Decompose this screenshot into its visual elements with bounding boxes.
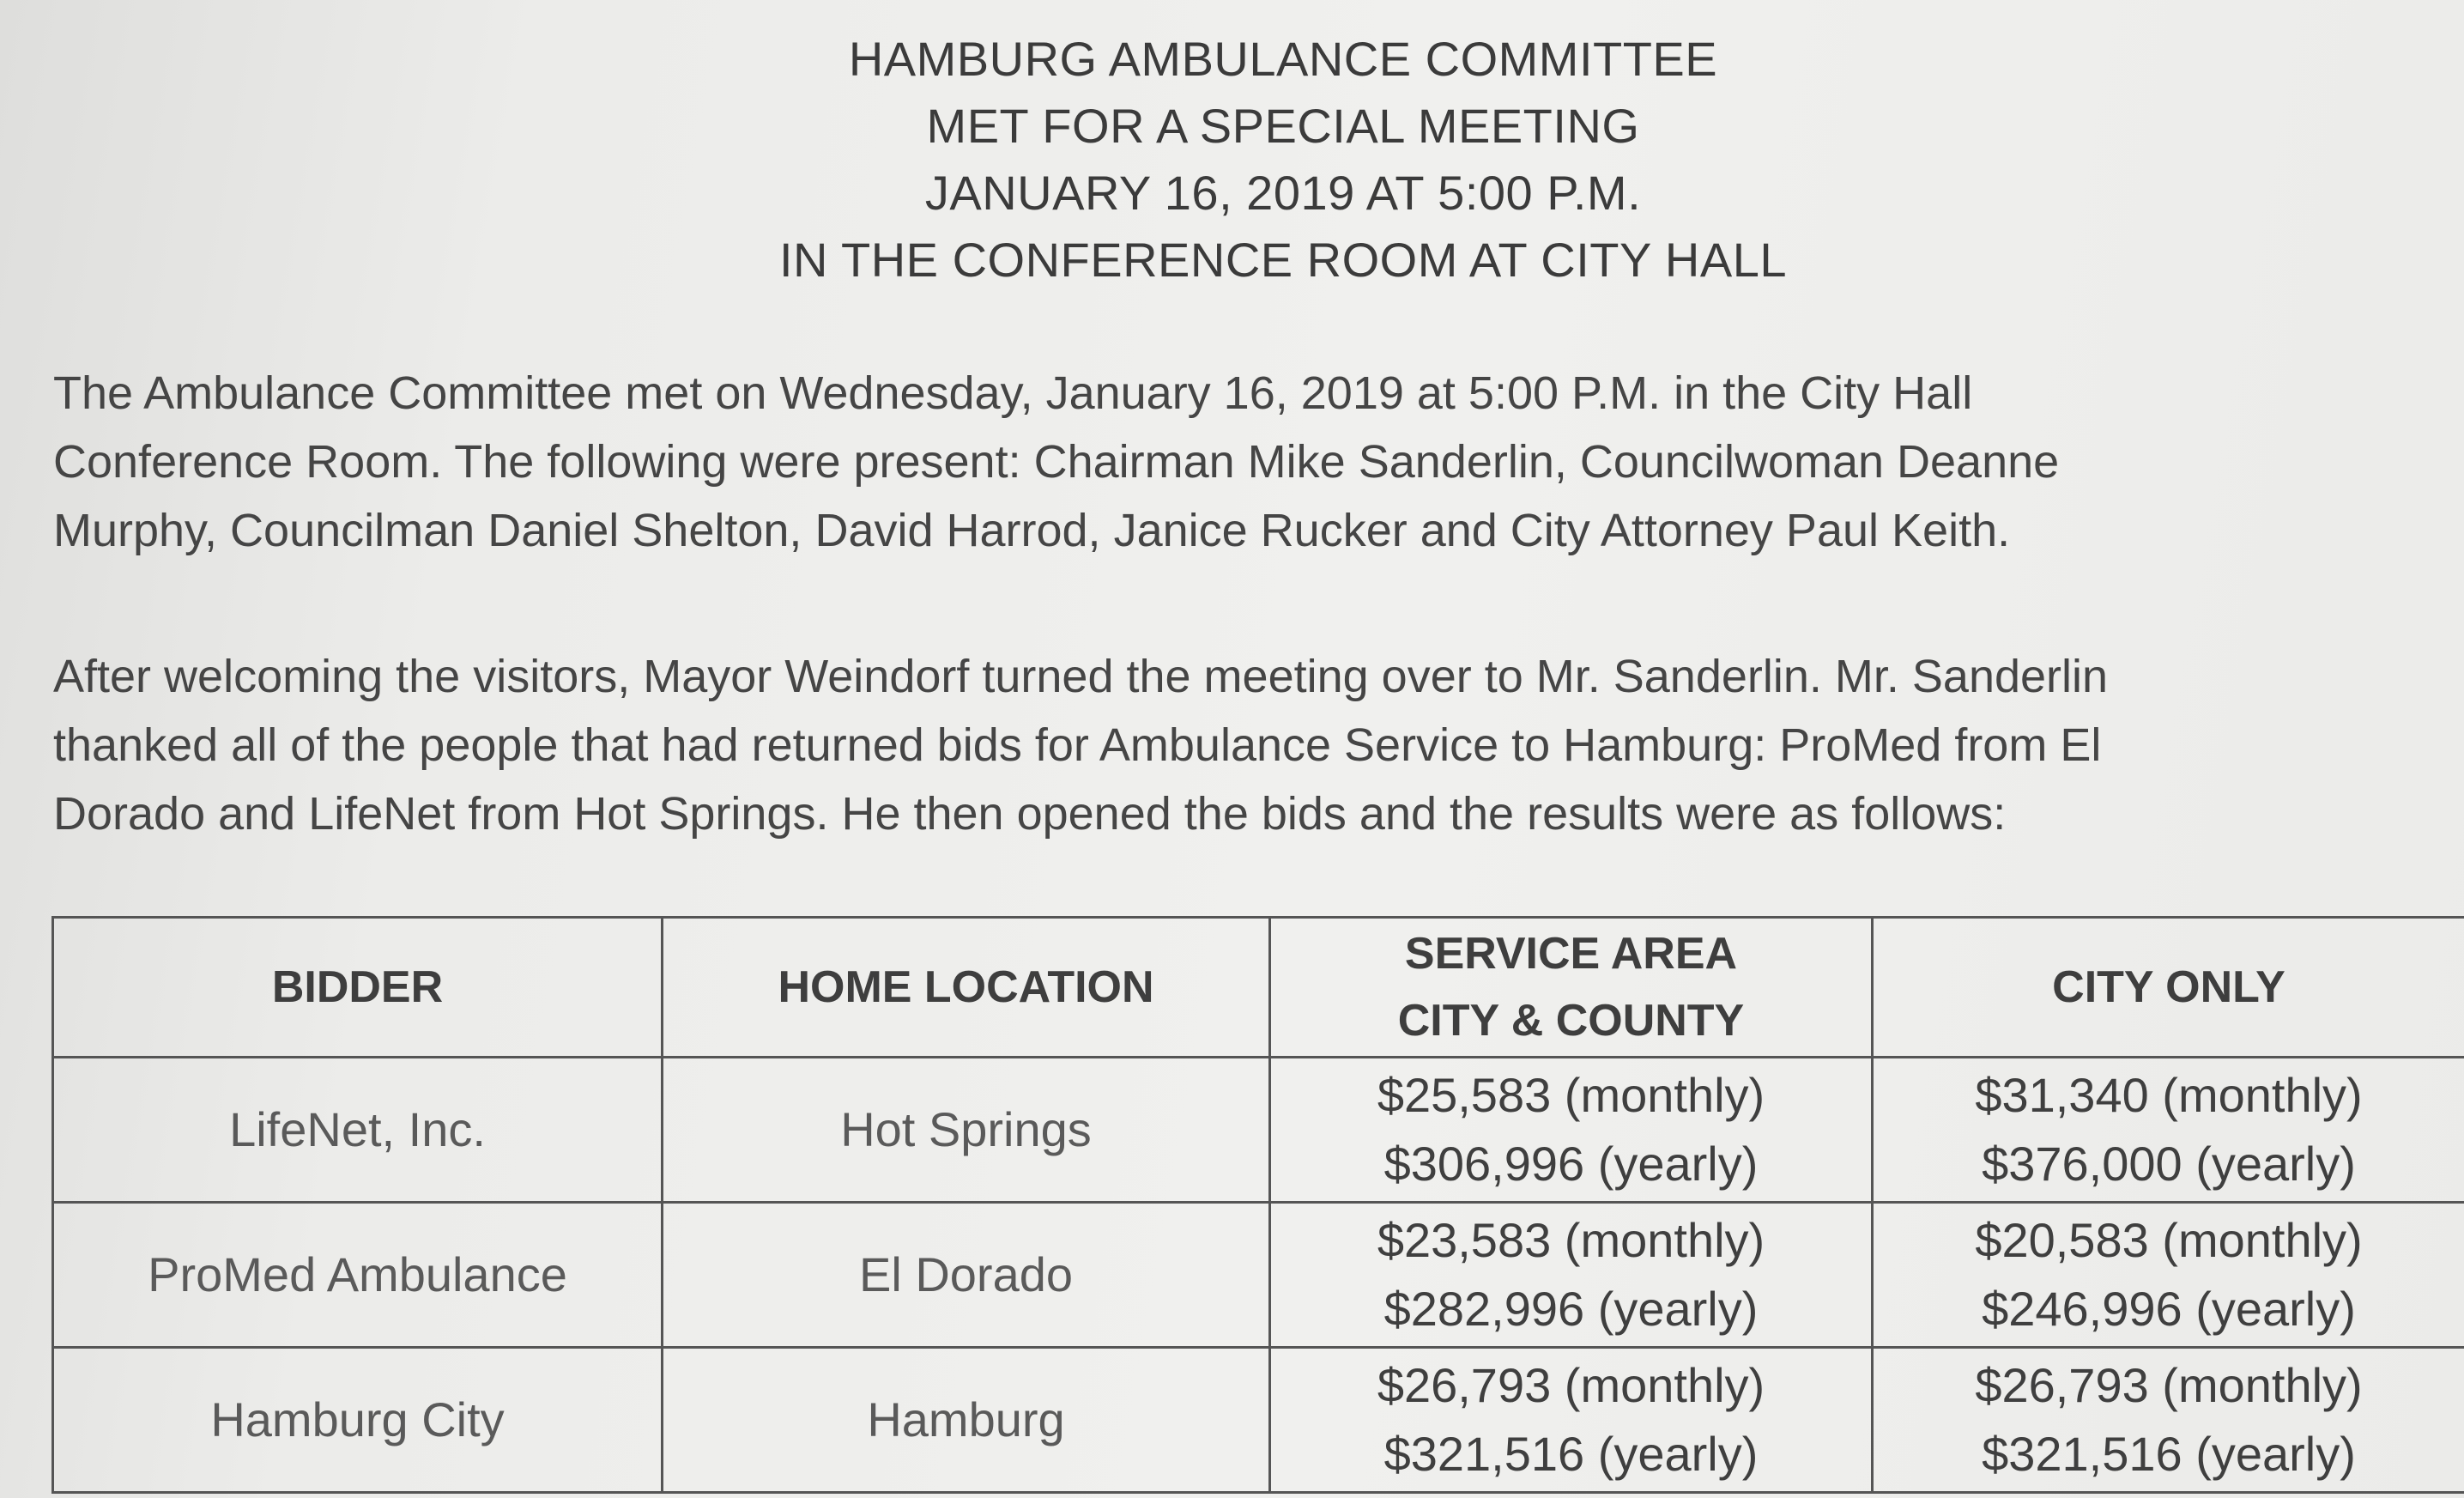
yearly-value: $282,996 (yearly)	[1383, 1282, 1759, 1336]
column-header-city-only: CITY ONLY	[1873, 918, 2464, 1058]
city-only-cell	[1873, 1203, 2464, 1348]
bidder-cell: Hamburg City	[53, 1348, 663, 1493]
table-row	[53, 1348, 2464, 1493]
city-only-cell	[1873, 1058, 2464, 1203]
monthly-value: $26,793 (monthly)	[1975, 1358, 2363, 1412]
table-header-row	[53, 918, 2464, 1058]
bidder-cell: ProMed Ambulance	[53, 1203, 663, 1348]
paragraph-line: thanked all of the people that had returned bids for Ambulance Service to Hamburg: ProMed from El	[53, 719, 2102, 771]
bids-paragraph	[53, 642, 2439, 848]
city-only-cell	[1873, 1348, 2464, 1493]
yearly-value: $306,996 (yearly)	[1383, 1137, 1759, 1191]
column-header-service-area	[1270, 918, 1873, 1058]
yearly-value: $321,516 (yearly)	[1982, 1427, 2356, 1481]
monthly-value: $23,583 (monthly)	[1377, 1213, 1765, 1267]
service-area-cell	[1270, 1348, 1873, 1493]
bidder-cell: LifeNet, Inc.	[53, 1058, 663, 1203]
monthly-value: $25,583 (monthly)	[1377, 1068, 1765, 1122]
service-area-cell	[1270, 1058, 1873, 1203]
paragraph-line: After welcoming the visitors, Mayor Weindorf turned the meeting over to Mr. Sanderlin. Mr. Sanderlin	[53, 651, 2109, 702]
monthly-value: $26,793 (monthly)	[1377, 1358, 1765, 1412]
location-cell: Hamburg	[663, 1348, 1270, 1493]
service-area-cell	[1270, 1203, 1873, 1348]
location-cell: Hot Springs	[663, 1058, 1270, 1203]
column-header-bidder: BIDDER	[53, 918, 663, 1058]
table-row	[53, 1058, 2464, 1203]
monthly-value: $31,340 (monthly)	[1975, 1068, 2363, 1122]
header-line: CITY & COUNTY	[1397, 996, 1745, 1046]
header-line: SERVICE AREA	[1404, 929, 1738, 979]
yearly-value: $246,996 (yearly)	[1982, 1282, 2356, 1336]
header-location: IN THE CONFERENCE ROOM AT CITY HALL	[778, 233, 1787, 287]
paragraph-line: The Ambulance Committee met on Wednesday, January 16, 2019 at 5:00 P.M. in the City Hall	[53, 367, 1973, 419]
yearly-value: $321,516 (yearly)	[1383, 1427, 1759, 1481]
header-title: HAMBURG AMBULANCE COMMITTEE	[848, 32, 1718, 86]
monthly-value: $20,583 (monthly)	[1975, 1213, 2363, 1267]
paragraph-line: Dorado and LifeNet from Hot Springs. He then opened the bids and the results were as follows:	[53, 788, 2007, 840]
bids-table	[51, 916, 2464, 1494]
table-row	[53, 1203, 2464, 1348]
yearly-value: $376,000 (yearly)	[1982, 1137, 2356, 1191]
paragraph-line: Murphy, Councilman Daniel Shelton, David Harrod, Janice Rucker and City Attorney Paul Keith.	[53, 505, 2011, 556]
column-header-home-location: HOME LOCATION	[663, 918, 1270, 1058]
attendance-paragraph	[53, 359, 2439, 565]
header-subtitle: MET FOR A SPECIAL MEETING	[926, 99, 1640, 153]
location-cell: El Dorado	[663, 1203, 1270, 1348]
paragraph-line: Conference Room. The following were present: Chairman Mike Sanderlin, Councilwoman Deanne	[53, 436, 2060, 488]
document-header	[0, 26, 2464, 294]
header-date: JANUARY 16, 2019 AT 5:00 P.M.	[924, 166, 1642, 220]
